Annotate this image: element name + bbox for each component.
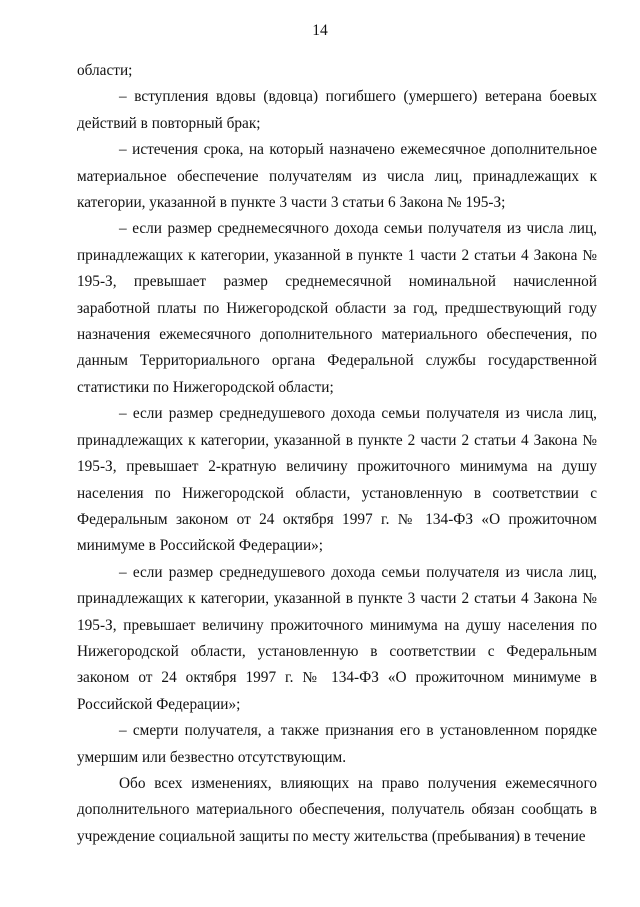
paragraph-continuation: области; [77,62,133,79]
paragraph-obligation: Обо всех изменениях, влияющих на право получения ежемесячного дополнительного материального обеспечения, получатель обязан сообщать в учреждение социальной защиты по месту жительства (пребывания) в течение [77,774,597,845]
list-item-term-expiry: – истечения срока, на который назначено ежемесячное дополнительное материальное обеспечение получателям из числа лиц, принадлежащих к категории, указанной в пункте 3 части 3 статьи 6 Закона № 195-З; [77,141,597,212]
list-item-income-minimum: – если размер среднедушевого дохода семьи получателя из числа лиц, принадлежащих к категории, указанной в пункте 3 части 2 статьи 4 Закона № 195-З, превышает величину прожиточного минимума на душу населения по Нижегородской области, установленную в соответствии с Федеральным законом от 24 октября 1997 г. № 134-ФЗ «О прожиточном минимуме в Российской Федерации»; [77,563,597,713]
list-item-death: – смерти получателя, а также признания его в установленном порядке умершим или безвестно отсутствующим. [77,722,597,766]
list-item-remarriage: – вступления вдовы (вдовца) погибшего (умершего) ветерана боевых действий в повторный брак; [77,88,597,132]
page-number: 14 [312,22,328,39]
list-item-income-monthly: – если размер среднемесячного дохода семьи получателя из числа лиц, принадлежащих к категории, указанной в пункте 1 части 2 статьи 4 Закона № 195-З, превышает размер среднемесячной номинальной начисленной заработной платы по Нижегородской области за год, предшествующий году назначения ежемесячного дополнительного материального обеспечения, по данным Территориального органа Федеральной службы государственной статистики по Нижегородской области; [77,220,597,396]
document-body [77,58,597,850]
list-item-income-2x-minimum: – если размер среднедушевого дохода семьи получателя из числа лиц, принадлежащих к категории, указанной в пункте 2 части 2 статьи 4 Закона № 195-З, превышает 2-кратную величину прожиточного минимума на душу населения по Нижегородской области, установленную в соответствии с Федеральным законом от 24 октября 1997 г. № 134-ФЗ «О прожиточном минимуме в Российской Федерации»; [77,405,597,555]
